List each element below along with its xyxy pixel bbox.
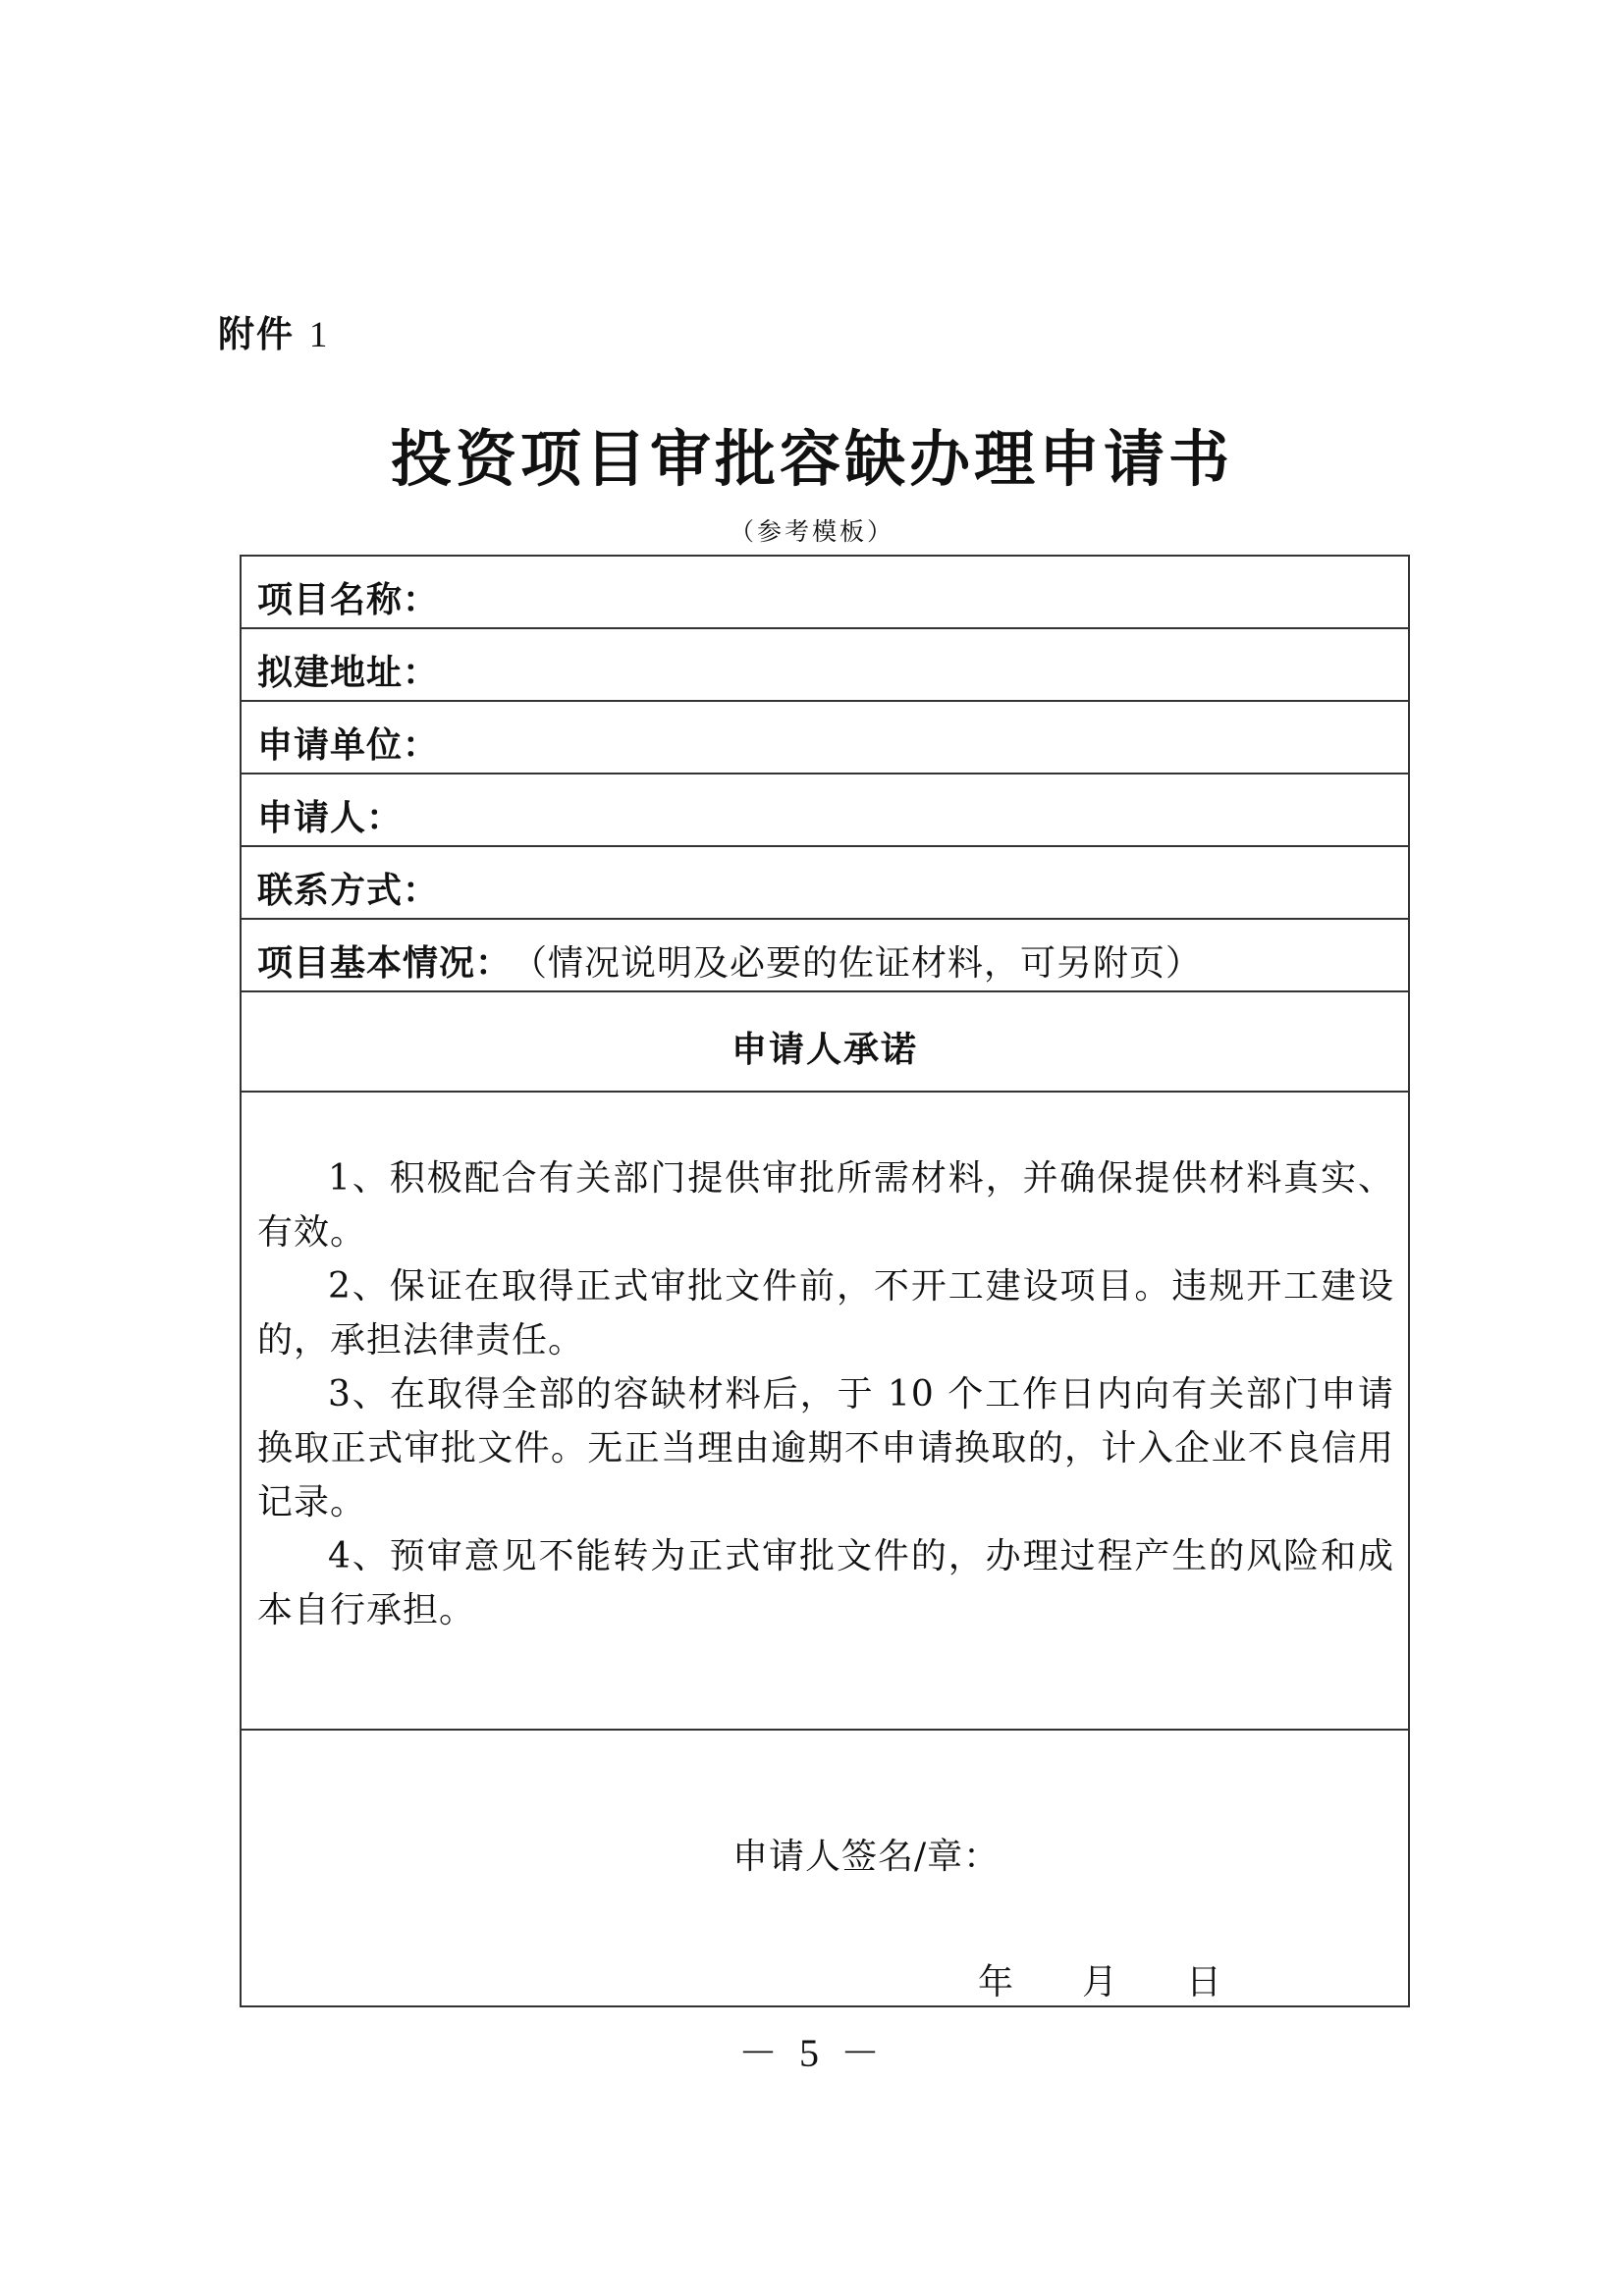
field-label-applicant-unit: 申请单位： bbox=[257, 725, 440, 766]
application-form bbox=[240, 555, 1410, 2007]
signature-section bbox=[242, 1731, 1408, 2005]
project-overview-note: （情况说明及必要的佐证材料，可另附页） bbox=[529, 943, 1203, 984]
document-subtitle: （参考模板） bbox=[729, 517, 894, 546]
page-number: － 5 － bbox=[738, 2031, 886, 2075]
pledge-title: 申请人承诺 bbox=[731, 1030, 918, 1070]
document-title: 投资项目审批容缺办理申请书 bbox=[390, 423, 1233, 495]
signature-label: 申请人签名/章： bbox=[732, 1837, 1001, 1877]
date-month-label: 月 bbox=[1082, 1962, 1118, 2002]
pledge-item: 1、积极配合有关部门提供审批所需材料，并确保提供材料真实、有效。 bbox=[257, 1158, 1394, 1253]
field-row-applicant bbox=[242, 774, 1408, 847]
field-row-project-overview bbox=[242, 920, 1408, 992]
pledge-body bbox=[242, 1093, 1408, 1731]
field-row-address bbox=[242, 629, 1408, 702]
date-year-label: 年 bbox=[978, 1962, 1014, 2002]
attachment-label-text: 附件 bbox=[218, 313, 295, 355]
field-label-project-overview bbox=[257, 935, 1202, 986]
pledge-item: 3、在取得全部的容缺材料后，于 10 个工作日内向有关部门申请换取正式审批文件。无正当理由逾期不申请换取的，计入企业不良信用记录。 bbox=[257, 1374, 1394, 1522]
field-label-address: 拟建地址： bbox=[257, 653, 440, 693]
field-label-contact: 联系方式： bbox=[257, 871, 440, 911]
field-row-contact bbox=[242, 847, 1408, 920]
field-label-applicant: 申请人： bbox=[257, 798, 404, 838]
field-label-project-name: 项目名称： bbox=[257, 580, 440, 620]
date-day-label: 日 bbox=[1186, 1962, 1222, 2002]
field-row-applicant-unit bbox=[242, 702, 1408, 774]
attachment-number: 1 bbox=[308, 315, 330, 355]
pledge-item: 2、保证在取得正式审批文件前，不开工建设项目。违规开工建设的，承担法律责任。 bbox=[257, 1266, 1394, 1361]
attachment-label bbox=[218, 304, 329, 357]
pledge-title-row bbox=[242, 992, 1408, 1093]
project-overview-label-text: 项目基本情况： bbox=[257, 943, 513, 984]
field-row-project-name bbox=[242, 557, 1408, 629]
pledge-list bbox=[257, 1151, 1394, 1637]
pledge-item: 4、预审意见不能转为正式审批文件的，办理过程产生的风险和成本自行承担。 bbox=[257, 1536, 1394, 1630]
